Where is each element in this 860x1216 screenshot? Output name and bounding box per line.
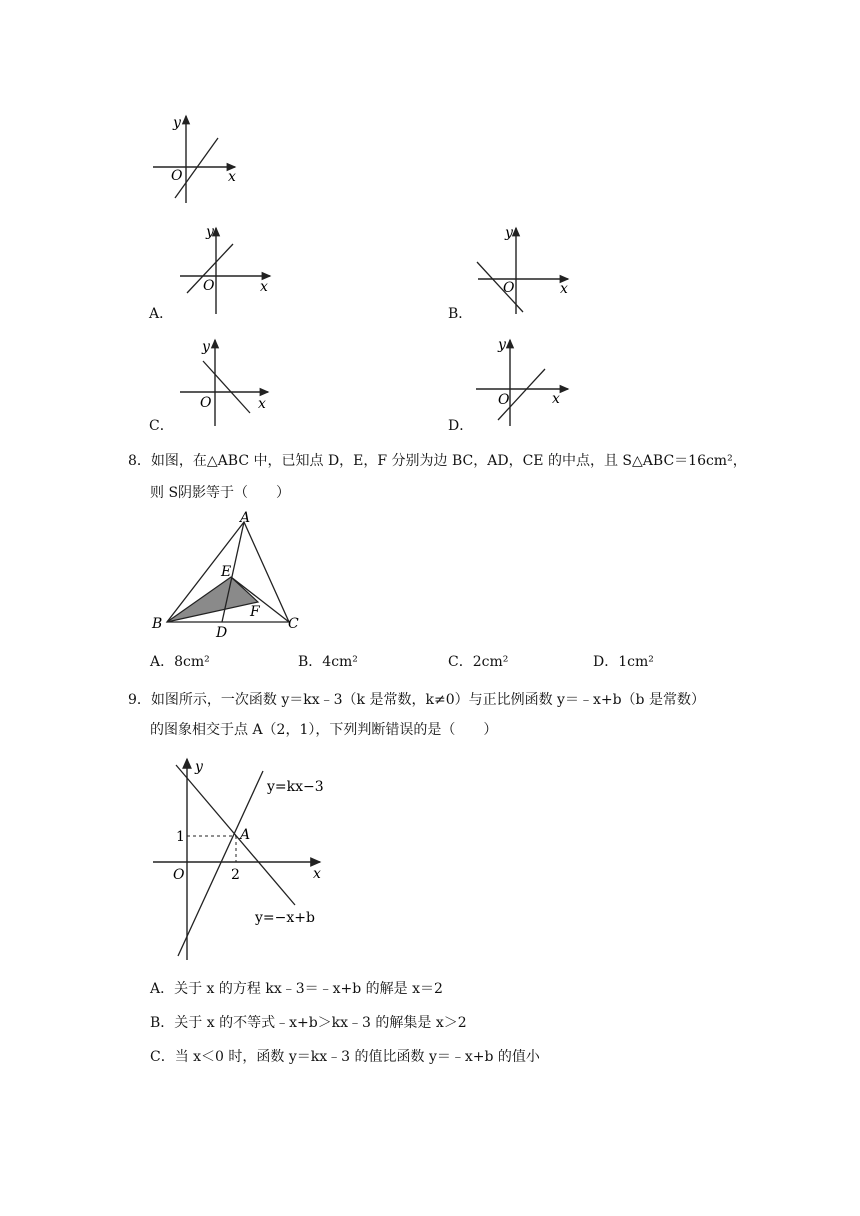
q9-question-line1: 9．如图所示，一次函数 y＝kx﹣3（k 是常数，k≠0）与正比例函数 y＝﹣x+b（b 是常数） [128,692,705,708]
label-e: E [221,564,232,580]
line-label-kx-minus-3: y=kx−3 [267,779,324,795]
q8-choice-a: A．8cm² [150,654,210,670]
y-label: y [206,224,214,240]
q7-option-c-letter: C． [149,418,174,434]
q7-option-d-graph [470,334,570,434]
q8-choice-d: D．1cm² [593,654,654,670]
label-b: B [152,616,163,632]
origin-label: O [498,392,510,408]
tick-label-2: 2 [231,867,240,883]
y-label: y [505,225,513,241]
origin-label: O [203,278,215,294]
y-label: y [202,339,210,355]
line-label-neg-x-plus-b: y=−x+b [255,910,315,926]
line-kx-minus-3 [178,771,263,956]
shaded-region [167,577,258,622]
origin-label: O [171,168,183,184]
label-f: F [250,604,260,620]
y-label: y [173,115,181,131]
x-label: x [258,396,266,412]
q9-choice-c: C．当 x＜0 时，函数 y＝kx﹣3 的值比函数 y＝﹣x+b 的值小 [150,1049,540,1065]
x-label: x [313,866,321,882]
q7-option-c-graph [172,334,272,434]
q8-choice-c: C．2cm² [448,654,509,670]
y-label: y [498,337,506,353]
tick-label-1: 1 [176,829,185,845]
x-label: x [228,169,236,185]
label-a: A [240,510,251,526]
origin-label: O [200,395,212,411]
x-label: x [560,281,568,297]
q9-choice-b: B．关于 x 的不等式﹣x+b＞kx﹣3 的解集是 x＞2 [150,1015,467,1031]
q9-choice-a: A．关于 x 的方程 kx﹣3＝﹣x+b 的解是 x＝2 [150,981,443,997]
origin-label: O [503,280,515,296]
x-label: x [260,279,268,295]
q9-function-graph [150,755,350,965]
q7-option-b-letter: B． [448,306,473,322]
y-label: y [195,759,203,775]
q7-option-b-graph [470,222,570,322]
q8-question-line1: 8．如图，在△ABC 中，已知点 D，E，F 分别为边 BC，AD，CE 的中点，且 S△ABC＝16cm²， [128,453,747,469]
q8-triangle-figure [150,510,310,640]
label-d: D [216,625,228,641]
x-label: x [552,391,560,407]
q9-question-line2: 的图象相交于点 A（2，1），下列判断错误的是（ ） [150,722,498,738]
q7-option-d-letter: D． [448,418,474,434]
q7-option-a-graph [172,222,272,322]
q7-stem-graph [145,110,245,210]
label-c: C [288,616,299,632]
q8-choice-b: B．4cm² [298,654,358,670]
q8-question-line2: 则 S阴影等于（ ） [150,485,291,501]
origin-label: O [173,867,185,883]
point-a-label: A [240,827,251,843]
q7-option-a-letter: A． [149,306,174,322]
